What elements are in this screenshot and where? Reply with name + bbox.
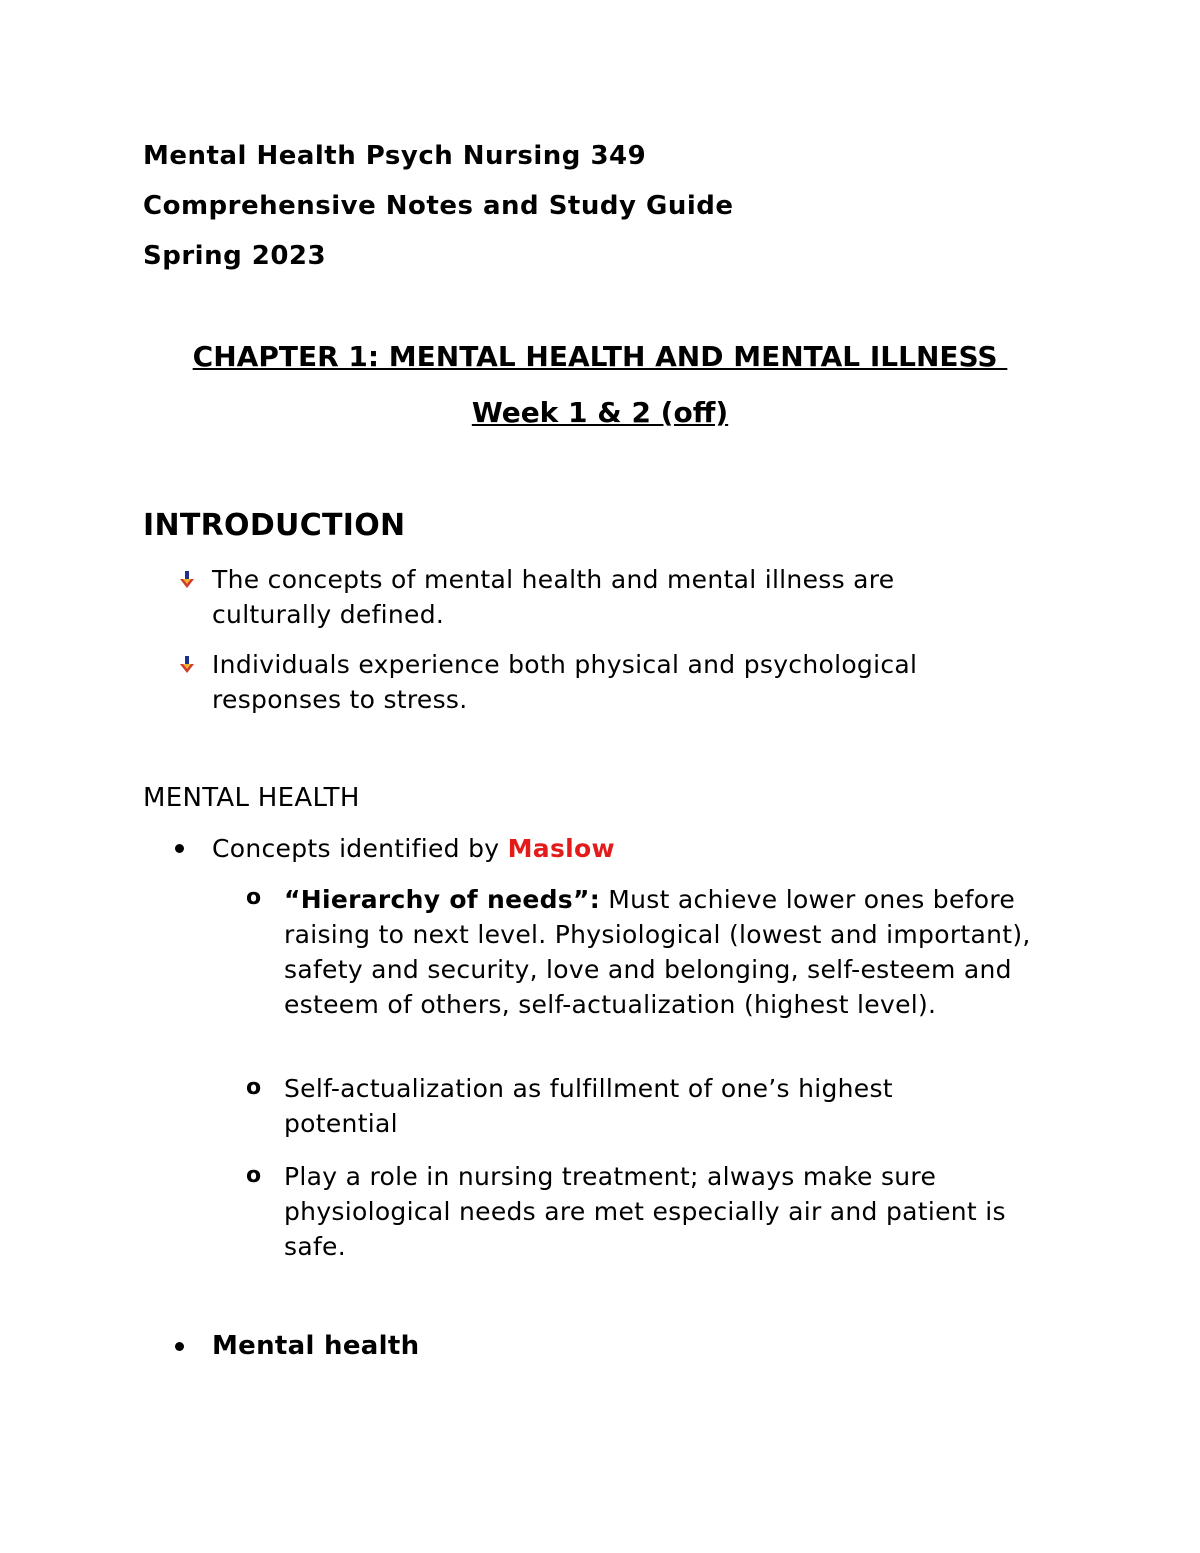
self-actualization-item: Self-actualization as fulfillment of one’s highest potential bbox=[284, 1074, 893, 1138]
hollow-o-bullet-icon: o bbox=[246, 1163, 262, 1188]
intro-item-2: Individuals experience both physical and psychological responses to stress. bbox=[212, 650, 918, 714]
mental-health-heading: MENTAL HEALTH bbox=[143, 783, 360, 813]
down-arrow-bullet-icon bbox=[179, 571, 195, 589]
maslow-concepts-item bbox=[212, 831, 1012, 866]
hierarchy-label: “Hierarchy of needs”: bbox=[284, 885, 600, 914]
intro-item-1: The concepts of mental health and mental illness are culturally defined. bbox=[212, 565, 895, 629]
hollow-o-bullet-icon: o bbox=[246, 885, 262, 910]
bullet-dot-icon bbox=[175, 844, 184, 853]
hierarchy-text: Must achieve lower ones before raising to next level. Physiological (lowest and important), safety and security, love and belonging, self-esteem and esteem of others, self-actualization (highest level). bbox=[284, 885, 1031, 1019]
term-label: Spring 2023 bbox=[143, 241, 327, 271]
introduction-heading: INTRODUCTION bbox=[143, 508, 406, 543]
document-subtitle: Comprehensive Notes and Study Guide bbox=[143, 191, 734, 221]
chapter-title: CHAPTER 1: MENTAL HEALTH AND MENTAL ILLNESS bbox=[192, 340, 1008, 373]
mental-health-bullet: Mental health bbox=[212, 1331, 420, 1361]
play-role-item: Play a role in nursing treatment; always make sure physiological needs are met especially air and patient is safe. bbox=[284, 1162, 1006, 1261]
hierarchy-of-needs-item bbox=[284, 882, 1064, 1022]
chapter-week: Week 1 & 2 (off) bbox=[471, 396, 729, 429]
hollow-o-bullet-icon: o bbox=[246, 1075, 262, 1100]
down-arrow-bullet-icon bbox=[179, 656, 195, 674]
course-title: Mental Health Psych Nursing 349 bbox=[143, 141, 647, 171]
bullet-dot-icon bbox=[175, 1342, 184, 1351]
maslow-name: Maslow bbox=[507, 834, 615, 863]
concepts-prefix: Concepts identified by bbox=[212, 834, 508, 863]
